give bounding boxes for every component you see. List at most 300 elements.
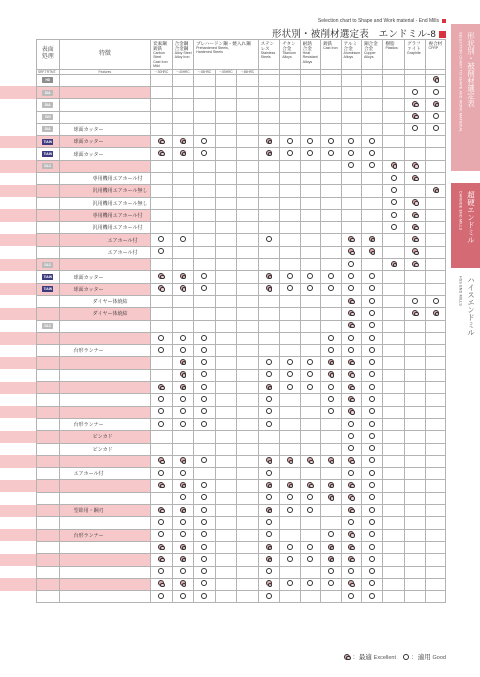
suitability-cell xyxy=(151,136,173,148)
row-stripe xyxy=(0,209,36,221)
suitability-cell xyxy=(237,431,259,443)
suitability-cell xyxy=(383,197,405,209)
good-icon xyxy=(328,396,334,402)
suitability-cell xyxy=(172,136,194,148)
coating-cell xyxy=(37,578,60,590)
suitability-cell xyxy=(258,394,280,406)
suitability-cell xyxy=(383,480,405,492)
suitability-cell xyxy=(404,554,426,566)
coating-cell xyxy=(37,468,60,480)
suitability-cell xyxy=(404,332,426,344)
suitability-cell xyxy=(172,295,194,307)
suitability-cell xyxy=(404,308,426,320)
table-row xyxy=(37,222,446,234)
suitability-cell xyxy=(426,197,446,209)
suitability-cell xyxy=(404,578,426,590)
good-icon xyxy=(307,580,313,586)
suitability-cell xyxy=(172,86,194,98)
good-icon xyxy=(158,470,164,476)
excellent-icon xyxy=(307,457,313,463)
excellent-icon xyxy=(412,248,418,254)
coating-cell xyxy=(37,492,60,504)
suitability-cell xyxy=(258,345,280,357)
suitability-cell xyxy=(215,480,237,492)
good-icon xyxy=(201,384,207,390)
good-icon xyxy=(369,285,375,291)
suitability-cell xyxy=(280,86,300,98)
table-row xyxy=(37,492,446,504)
table-row xyxy=(37,382,446,394)
suitability-cell xyxy=(237,566,259,578)
coating-cell xyxy=(37,345,60,357)
excellent-icon xyxy=(433,101,439,107)
suitability-cell xyxy=(426,99,446,111)
suitability-cell xyxy=(151,148,173,160)
suitability-cell xyxy=(341,455,361,467)
suitability-cell xyxy=(280,160,300,172)
suitability-cell xyxy=(194,517,216,529)
suitability-cell xyxy=(237,455,259,467)
good-icon xyxy=(266,371,272,377)
suitability-cell xyxy=(426,394,446,406)
excellent-icon xyxy=(348,322,354,328)
excellent-icon xyxy=(266,556,272,562)
row-stripe xyxy=(0,554,36,566)
suitability-cell xyxy=(280,332,300,344)
excellent-icon xyxy=(158,556,164,562)
col-header-material xyxy=(321,40,341,70)
suitability-cell xyxy=(258,529,280,541)
suitability-cell xyxy=(341,308,361,320)
suitability-cell xyxy=(280,505,300,517)
suitability-cell xyxy=(321,148,341,160)
good-icon xyxy=(391,212,397,218)
suitability-cell xyxy=(237,173,259,185)
suitability-cell xyxy=(361,369,383,381)
suitability-cell xyxy=(172,345,194,357)
suitability-cell xyxy=(194,480,216,492)
excellent-icon xyxy=(433,310,439,316)
suitability-cell xyxy=(426,431,446,443)
excellent-icon xyxy=(266,384,272,390)
suitability-cell xyxy=(280,443,300,455)
suitability-cell xyxy=(300,160,320,172)
coating-cell xyxy=(37,394,60,406)
header-title-jp: 形状別・被削材選定表 エンドミル-8 xyxy=(240,26,446,40)
side-tab-selection-chart[interactable] xyxy=(451,24,480,171)
suitability-cell xyxy=(383,591,405,603)
excellent-icon xyxy=(328,371,334,377)
suitability-cell xyxy=(361,431,383,443)
suitability-cell xyxy=(172,443,194,455)
excellent-icon xyxy=(266,457,272,463)
table-row xyxy=(37,357,446,369)
material-jp: アルミ 合金 xyxy=(343,41,358,51)
suitability-cell xyxy=(280,308,300,320)
suitability-cell xyxy=(321,554,341,566)
good-icon xyxy=(180,335,186,341)
suitability-cell xyxy=(237,234,259,246)
suitability-cell xyxy=(341,566,361,578)
table-row xyxy=(37,246,446,258)
suitability-cell xyxy=(383,578,405,590)
suitability-cell xyxy=(172,517,194,529)
suitability-cell xyxy=(341,382,361,394)
good-icon xyxy=(201,544,207,550)
good-icon xyxy=(158,408,164,414)
excellent-icon xyxy=(348,396,354,402)
suitability-cell xyxy=(258,418,280,430)
hardness-cell: ～30HRC xyxy=(151,69,173,74)
suitability-cell xyxy=(194,431,216,443)
suitability-cell xyxy=(237,283,259,295)
col-header-material xyxy=(194,40,259,70)
suitability-cell xyxy=(361,443,383,455)
good-icon xyxy=(369,138,375,144)
suitability-cell xyxy=(321,123,341,135)
suitability-cell xyxy=(151,74,173,86)
suitability-cell xyxy=(194,357,216,369)
suitability-cell xyxy=(237,99,259,111)
excellent-icon xyxy=(180,556,186,562)
coating-cell xyxy=(37,455,60,467)
suitability-cell xyxy=(341,332,361,344)
good-icon xyxy=(328,347,334,353)
suitability-cell xyxy=(321,332,341,344)
good-icon xyxy=(158,421,164,427)
suitability-cell xyxy=(361,505,383,517)
suitability-cell xyxy=(341,148,361,160)
side-tab-hss[interactable] xyxy=(451,268,480,353)
coating-cell xyxy=(37,431,60,443)
suitability-cell xyxy=(194,382,216,394)
suitability-cell xyxy=(426,222,446,234)
good-icon xyxy=(433,298,439,304)
good-icon xyxy=(369,335,375,341)
suitability-cell xyxy=(172,234,194,246)
suitability-cell xyxy=(341,136,361,148)
table-row xyxy=(37,86,446,98)
suitability-cell xyxy=(300,86,320,98)
good-icon xyxy=(266,470,272,476)
good-icon xyxy=(307,285,313,291)
table-row xyxy=(37,332,446,344)
suitability-cell xyxy=(172,406,194,418)
good-icon xyxy=(328,531,334,537)
suitability-cell xyxy=(258,332,280,344)
suitability-cell xyxy=(383,136,405,148)
excellent-icon xyxy=(348,248,354,254)
coating-cell xyxy=(37,554,60,566)
suitability-cell xyxy=(426,173,446,185)
suitability-cell xyxy=(321,99,341,111)
suitability-cell xyxy=(404,295,426,307)
suitability-cell xyxy=(383,382,405,394)
suitability-cell xyxy=(383,222,405,234)
excellent-icon xyxy=(348,359,354,365)
feature-cell: 専用機用エアホール付 xyxy=(59,173,150,185)
suitability-cell xyxy=(258,369,280,381)
suitability-cell xyxy=(151,295,173,307)
suitability-cell xyxy=(215,517,237,529)
material-jp: チタン 合金 xyxy=(282,41,296,51)
suitability-cell xyxy=(194,295,216,307)
suitability-cell xyxy=(151,529,173,541)
suitability-cell xyxy=(426,468,446,480)
suitability-cell xyxy=(321,541,341,553)
excellent-icon xyxy=(180,507,186,513)
suitability-cell xyxy=(361,394,383,406)
suitability-cell xyxy=(361,86,383,98)
row-stripe xyxy=(0,136,36,148)
table-row xyxy=(37,259,446,271)
suitability-cell xyxy=(341,505,361,517)
good-icon xyxy=(369,322,375,328)
suitability-cell xyxy=(404,566,426,578)
suitability-cell xyxy=(426,271,446,283)
coating-cell xyxy=(37,111,60,123)
suitability-cell xyxy=(215,443,237,455)
excellent-icon xyxy=(412,212,418,218)
excellent-icon xyxy=(348,310,354,316)
coating-cell xyxy=(37,505,60,517)
good-icon xyxy=(287,556,293,562)
good-icon xyxy=(287,273,293,279)
suitability-cell xyxy=(426,406,446,418)
suitability-cell xyxy=(300,123,320,135)
suitability-cell xyxy=(258,259,280,271)
excellent-icon xyxy=(348,494,354,500)
good-icon xyxy=(158,236,164,242)
coating-badge: O/N xyxy=(42,114,53,120)
col-header-features: 特徴 xyxy=(59,40,150,70)
suitability-cell xyxy=(280,418,300,430)
excellent-icon xyxy=(180,150,186,156)
suitability-cell xyxy=(341,492,361,504)
row-stripe xyxy=(0,455,36,467)
good-icon xyxy=(328,335,334,341)
table-row xyxy=(37,283,446,295)
suitability-cell xyxy=(300,234,320,246)
suitability-cell xyxy=(215,529,237,541)
suitability-cell xyxy=(300,541,320,553)
row-stripe xyxy=(0,308,36,320)
suitability-cell xyxy=(258,406,280,418)
suitability-cell xyxy=(300,271,320,283)
suitability-cell xyxy=(151,320,173,332)
suitability-cell xyxy=(258,246,280,258)
suitability-cell xyxy=(172,554,194,566)
good-icon xyxy=(158,568,164,574)
suitability-cell xyxy=(341,517,361,529)
material-jp: 鋳鉄 xyxy=(323,41,333,46)
suitability-cell xyxy=(237,517,259,529)
suitability-cell xyxy=(151,246,173,258)
suitability-cell xyxy=(341,74,361,86)
excellent-icon xyxy=(348,556,354,562)
excellent-icon xyxy=(266,507,272,513)
coating-cell xyxy=(37,541,60,553)
material-jp: 耐熱 合金 xyxy=(302,41,312,51)
excellent-icon xyxy=(348,482,354,488)
suitability-cell xyxy=(280,554,300,566)
suitability-cell xyxy=(321,271,341,283)
table-row xyxy=(37,591,446,603)
coating-cell xyxy=(37,480,60,492)
excellent-icon xyxy=(412,101,418,107)
col-header-material xyxy=(172,40,194,70)
suitability-cell xyxy=(404,173,426,185)
suitability-cell xyxy=(237,111,259,123)
row-stripe xyxy=(0,160,36,172)
suitability-cell xyxy=(300,357,320,369)
suitability-cell xyxy=(172,505,194,517)
excellent-icon xyxy=(266,580,272,586)
side-tab-label: ハイスエンドミル xyxy=(466,276,476,336)
suitability-cell xyxy=(321,591,341,603)
suitability-cell xyxy=(215,382,237,394)
good-icon xyxy=(369,396,375,402)
suitability-cell xyxy=(300,492,320,504)
suitability-cell xyxy=(383,517,405,529)
good-icon xyxy=(266,396,272,402)
suitability-cell xyxy=(361,209,383,221)
row-stripe xyxy=(0,431,36,443)
good-icon xyxy=(158,396,164,402)
excellent-icon xyxy=(433,187,439,193)
good-icon xyxy=(328,138,334,144)
side-tab-carbide[interactable] xyxy=(451,183,480,268)
suitability-cell xyxy=(194,578,216,590)
suitability-cell xyxy=(172,222,194,234)
good-icon xyxy=(287,580,293,586)
table-row xyxy=(37,345,446,357)
feature-cell xyxy=(59,111,150,123)
suitability-cell xyxy=(151,209,173,221)
coating-badge: DLC xyxy=(42,262,53,268)
good-icon xyxy=(201,531,207,537)
suitability-cell xyxy=(258,86,280,98)
suitability-cell xyxy=(426,86,446,98)
suitability-cell xyxy=(426,148,446,160)
suitability-cell xyxy=(215,492,237,504)
suitability-cell xyxy=(151,578,173,590)
suitability-cell xyxy=(151,554,173,566)
good-icon xyxy=(369,494,375,500)
suitability-cell xyxy=(321,308,341,320)
good-icon xyxy=(412,89,418,95)
suitability-cell xyxy=(426,541,446,553)
suitability-cell xyxy=(280,517,300,529)
suitability-cell xyxy=(300,99,320,111)
coating-cell xyxy=(37,160,60,172)
suitability-cell xyxy=(151,271,173,283)
suitability-cell xyxy=(215,541,237,553)
good-icon xyxy=(266,568,272,574)
suitability-cell xyxy=(258,197,280,209)
good-icon xyxy=(369,482,375,488)
suitability-cell xyxy=(151,566,173,578)
excellent-icon xyxy=(266,482,272,488)
good-icon xyxy=(369,531,375,537)
suitability-cell xyxy=(194,554,216,566)
feature-cell: 汎用機用エアホール無し xyxy=(59,185,150,197)
feature-cell: 球面カッター xyxy=(59,148,150,160)
suitability-cell xyxy=(280,271,300,283)
table-row xyxy=(37,136,446,148)
good-icon xyxy=(158,347,164,353)
suitability-cell xyxy=(151,492,173,504)
feature-cell: 台形ランナー xyxy=(59,418,150,430)
good-icon xyxy=(287,371,293,377)
suitability-cell xyxy=(258,148,280,160)
feature-cell xyxy=(59,455,150,467)
suitability-cell xyxy=(426,259,446,271)
suitability-cell xyxy=(321,345,341,357)
suitability-cell xyxy=(258,123,280,135)
table-row xyxy=(37,160,446,172)
col-header-surface: 表面 処理 xyxy=(37,40,60,70)
suitability-cell xyxy=(172,99,194,111)
suitability-cell xyxy=(280,357,300,369)
suitability-cell xyxy=(361,234,383,246)
suitability-cell xyxy=(172,111,194,123)
good-icon xyxy=(307,556,313,562)
suitability-cell xyxy=(426,209,446,221)
suitability-cell xyxy=(280,259,300,271)
suitability-cell xyxy=(215,345,237,357)
good-icon xyxy=(307,359,313,365)
excellent-icon xyxy=(180,482,186,488)
table-row xyxy=(37,455,446,467)
suitability-cell xyxy=(341,320,361,332)
suitability-cell xyxy=(215,320,237,332)
suitability-cell xyxy=(383,566,405,578)
excellent-icon xyxy=(412,224,418,230)
suitability-cell xyxy=(280,468,300,480)
suitability-cell xyxy=(215,357,237,369)
suitability-cell xyxy=(300,455,320,467)
good-icon xyxy=(266,593,272,599)
good-icon xyxy=(412,298,418,304)
coating-badge: DLC xyxy=(42,323,53,329)
suitability-cell xyxy=(341,295,361,307)
suitability-cell xyxy=(258,271,280,283)
good-icon xyxy=(180,236,186,242)
suitability-cell xyxy=(341,111,361,123)
suitability-cell xyxy=(383,345,405,357)
suitability-cell xyxy=(172,468,194,480)
table-row xyxy=(37,394,446,406)
excellent-icon xyxy=(266,544,272,550)
good-icon xyxy=(369,556,375,562)
good-icon xyxy=(328,580,334,586)
coating-cell xyxy=(37,234,60,246)
coating-cell xyxy=(37,173,60,185)
suitability-cell xyxy=(258,443,280,455)
col-header-material xyxy=(258,40,280,70)
suitability-cell xyxy=(194,455,216,467)
row-stripe xyxy=(0,259,36,271)
coating-cell xyxy=(37,517,60,529)
excellent-icon xyxy=(158,544,164,550)
material-jp: 炭素鋼 鋳鉄 xyxy=(153,41,167,51)
suitability-cell xyxy=(215,160,237,172)
suitability-cell xyxy=(341,394,361,406)
material-en: Cast Iron xyxy=(323,46,338,50)
col-header-material xyxy=(383,40,405,70)
suitability-cell xyxy=(383,443,405,455)
